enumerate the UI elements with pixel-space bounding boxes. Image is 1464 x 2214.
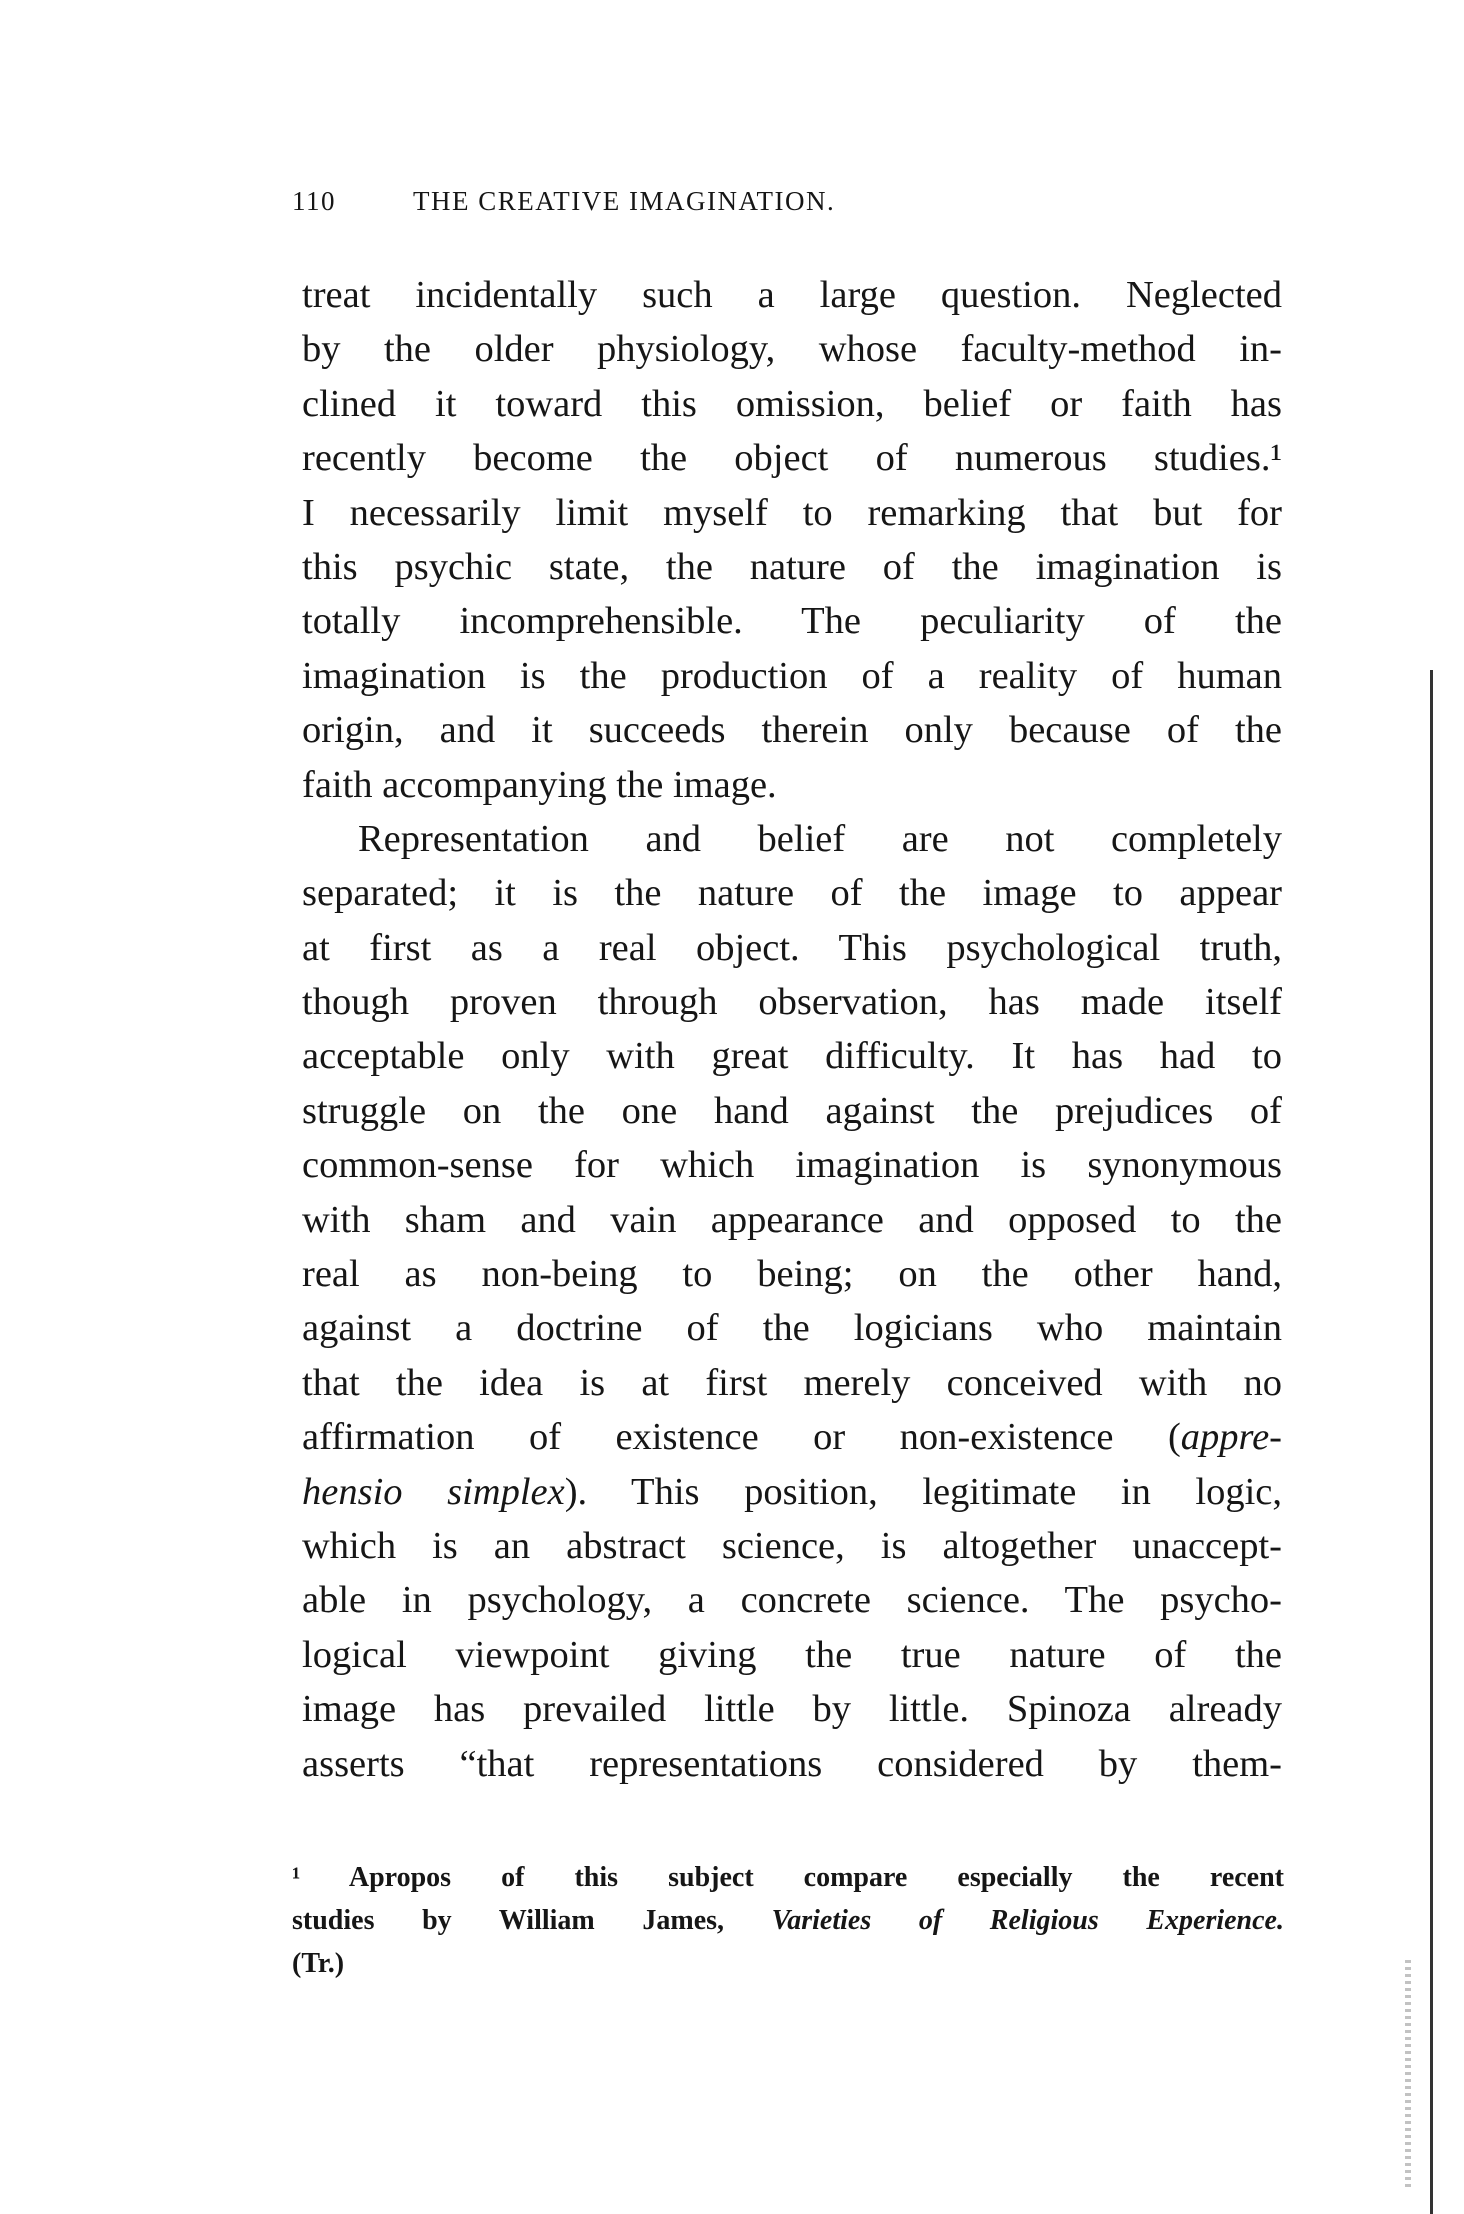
body-line [302,268,1282,322]
body-line [302,1573,1282,1627]
text-segment: acceptable only with great difficulty. It has had to [302,1035,1282,1078]
text-segment: struggle on the one hand against the prejudices of [302,1089,1282,1132]
body-line [302,1084,1282,1138]
body-line [302,866,1282,920]
body-line [302,540,1282,594]
body-line [302,1247,1282,1301]
text-segment: common-sense for which imagination is synonymous [302,1144,1282,1187]
text-segment: (Tr.) [292,1948,345,1979]
text-segment: ¹ Apropos of this subject compare especially the recent [292,1862,1284,1893]
body-line [302,975,1282,1029]
body-text [302,268,1282,1791]
body-line [302,649,1282,703]
text-segment: totally incomprehensible. The peculiarity of the [302,600,1282,643]
text-segment: Representation and belief are not completely [358,817,1282,860]
text-segment: separated; it is the nature of the image to appear [302,872,1282,915]
text-segment: I necessarily limit myself to remarking that but for [302,491,1282,534]
footnote-line [292,1942,1284,1985]
body-line [302,1682,1282,1736]
text-segment: this psychic state, the nature of the imagination is [302,545,1282,588]
text-segment: able in psychology, a concrete science. The psycho- [302,1579,1282,1622]
text-segment: against a doctrine of the logicians who maintain [302,1307,1282,1350]
body-line [302,921,1282,975]
running-title: THE CREATIVE IMAGINATION. [413,186,836,216]
text-segment: with sham and vain appearance and opposed to the [302,1198,1282,1241]
text-segment: clined it toward this omission, belief or faith has [302,382,1282,425]
text-segment: that the idea is at first merely conceived with no [302,1361,1282,1404]
text-segment: affirmation of existence or non-existence ( [302,1416,1181,1459]
body-line [302,1737,1282,1791]
body-line [302,431,1282,485]
body-line [302,1301,1282,1355]
body-line [302,1356,1282,1410]
text-segment: imagination is the production of a reality of human [302,654,1282,697]
text-segment: real as non-being to being; on the other hand, [302,1253,1282,1296]
text-segment: at first as a real object. This psychological truth, [302,926,1282,969]
body-line [302,1029,1282,1083]
body-line [302,486,1282,540]
footnote-line [292,1856,1284,1899]
body-line [302,1628,1282,1682]
text-segment: studies by William James, [292,1905,772,1936]
body-line [302,1138,1282,1192]
footnote [292,1856,1284,1985]
text-segment: origin, and it succeeds therein only because of the [302,709,1282,752]
text-segment: treat incidentally such a large question. Neglected [302,274,1282,316]
text-segment: recently become the object of numerous studies.¹ [302,437,1282,480]
italic-text: Varieties of Religious Experience. [771,1905,1284,1936]
page-number: 110 [292,186,336,216]
page-edge-shadow [1430,670,1433,2214]
text-segment: logical viewpoint giving the true nature of the [302,1633,1282,1676]
text-segment: asserts “that representations considered by them- [302,1742,1282,1785]
text-segment: image has prevailed little by little. Spinoza already [302,1688,1282,1731]
text-segment: faith accompanying the image. [302,763,777,806]
body-line [302,758,1282,812]
text-segment: though proven through observation, has made itself [302,981,1282,1024]
footnote-line [292,1899,1284,1942]
scan-artifact [1405,1960,1411,2190]
body-line [302,812,1282,866]
text-segment: ). This position, legitimate in logic, [564,1470,1283,1513]
body-line [302,703,1282,757]
text-segment: by the older physiology, whose faculty-method in- [302,328,1282,371]
italic-text: hensio simplex [302,1470,565,1513]
body-line [302,1193,1282,1247]
body-line [302,1410,1282,1464]
body-line [302,594,1282,648]
body-line [302,1465,1282,1519]
text-segment: which is an abstract science, is altogether unaccept- [302,1524,1282,1567]
body-line [302,1519,1282,1573]
body-line [302,377,1282,431]
italic-text: appre- [1180,1416,1282,1459]
body-line [302,322,1282,376]
